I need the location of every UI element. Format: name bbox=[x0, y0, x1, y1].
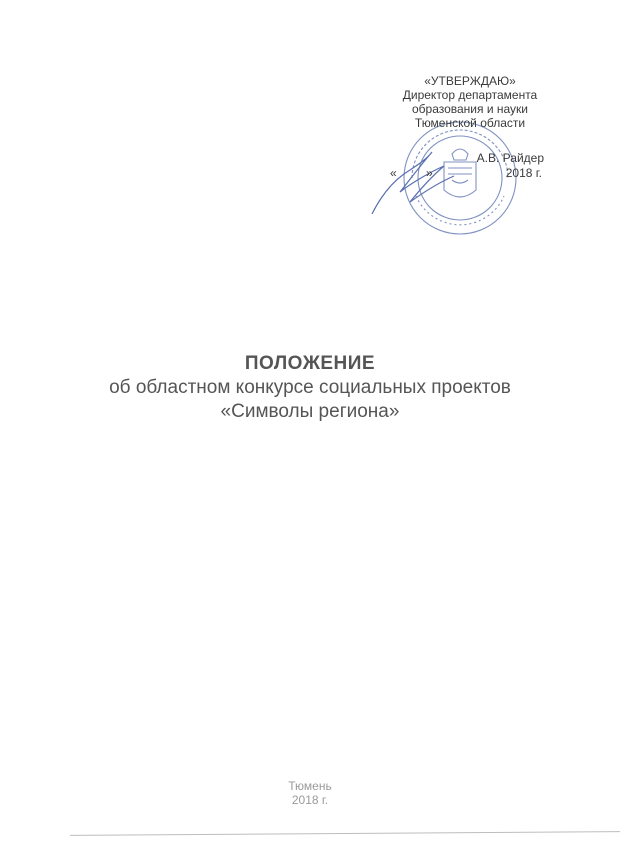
approval-heading: «УТВЕРЖДАЮ» bbox=[424, 74, 516, 88]
page-bottom-edge bbox=[70, 831, 620, 836]
footer-place-date bbox=[260, 779, 360, 807]
approval-position-line3: Тюменской области bbox=[414, 116, 526, 130]
signatory-name: А.В. Райдер bbox=[476, 151, 544, 165]
document-title-block bbox=[40, 352, 580, 424]
footer-city: Тюмень bbox=[288, 779, 332, 793]
contest-name: «Символы региона» bbox=[220, 401, 400, 422]
document-subtitle: об областном конкурсе социальных проектов bbox=[109, 377, 511, 398]
approval-position-line1: Директор департамента bbox=[402, 88, 538, 102]
footer-year: 2018 г. bbox=[291, 793, 329, 807]
document-title: ПОЛОЖЕНИЕ bbox=[244, 353, 376, 374]
approval-date-year: 2018 г. bbox=[505, 166, 542, 180]
date-open-quote: « bbox=[390, 166, 397, 180]
approval-block bbox=[380, 74, 560, 130]
date-close-quote: » bbox=[426, 166, 433, 180]
date-line bbox=[388, 166, 548, 184]
approval-position-line2: образования и науки bbox=[411, 102, 529, 116]
